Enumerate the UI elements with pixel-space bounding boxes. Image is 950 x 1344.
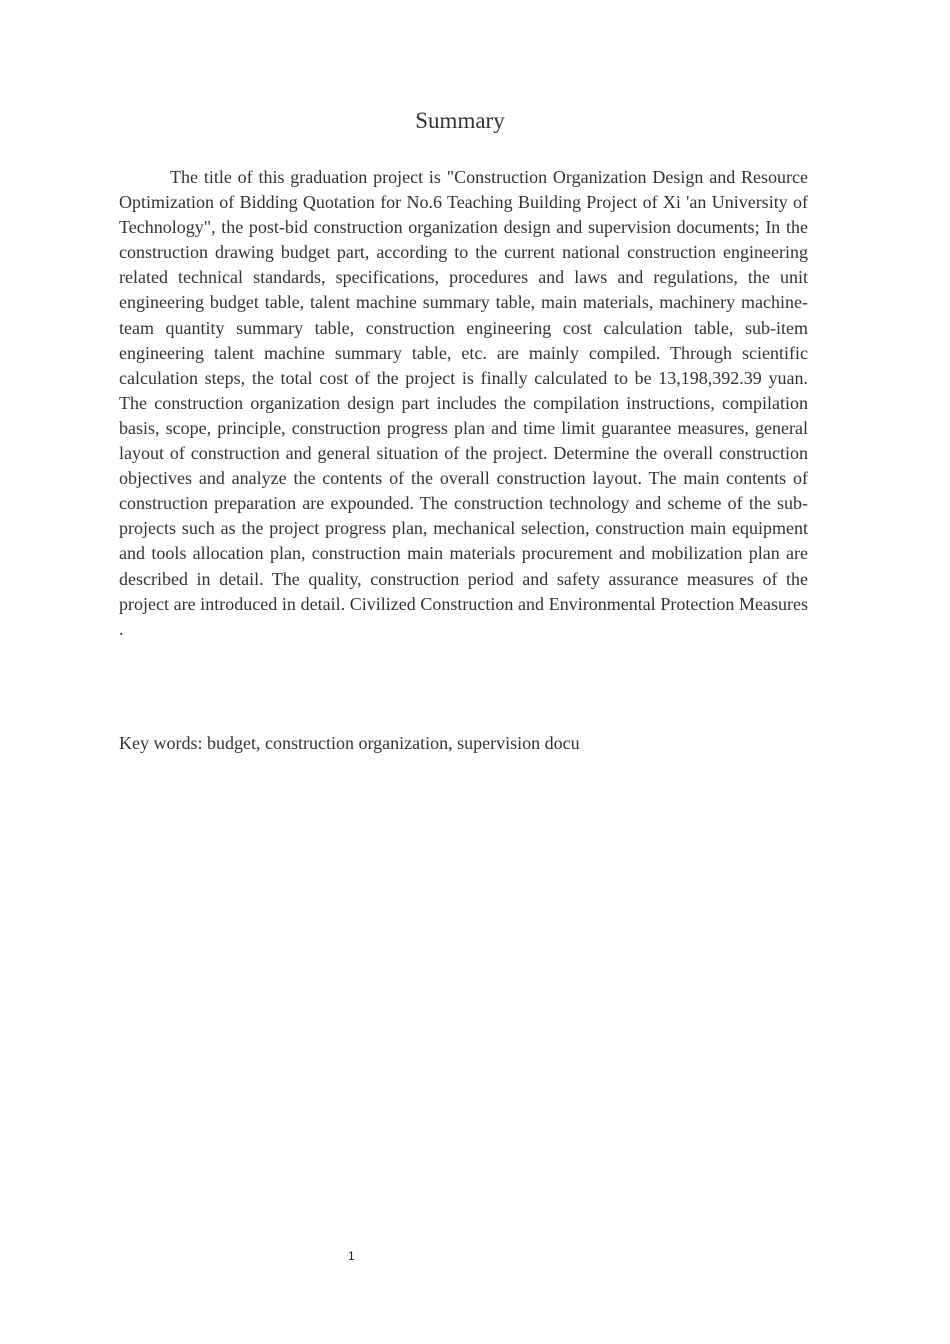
keywords-line: Key words: budget, construction organization, supervision docu [119, 733, 580, 753]
abstract-paragraph: The title of this graduation project is "Construction Organization Design and Resource Optimization of Bidding Quotation for No.6 Teaching Building Project of Xi 'an University of Technology", the post-bid construction organization design and supervision documents; In the construction drawing budget part, according to the current national construction engineering related technical standards, specifications, procedures and laws and regulations, the unit engineering budget table, talent machine summary table, main materials, machinery machine-team quantity summary table, construction engineering cost calculation table, sub-item engineering talent machine summary table, etc. are mainly compiled. Through scientific calculation steps, the total cost of the project is finally calculated to be 13,198,392.39 yuan. The construction organization design part includes the compilation instructions, compilation basis, scope, principle, construction progress plan and time limit guarantee measures, general layout of construction and general situation of the project. Determine the overall construction objectives and analyze the contents of the overall construction layout. The main contents of construction preparation are expounded. The construction technology and scheme of the sub-projects such as the project progress plan, mechanical selection, construction main equipment and tools allocation plan, construction main materials procurement and mobilization plan are described in detail. The quality, construction period and safety assurance measures of the project are introduced in detail. Civilized Construction and Environmental Protection Measures . [119, 167, 808, 639]
page-number: 1 [348, 1249, 355, 1263]
page-title: Summary [415, 108, 505, 133]
